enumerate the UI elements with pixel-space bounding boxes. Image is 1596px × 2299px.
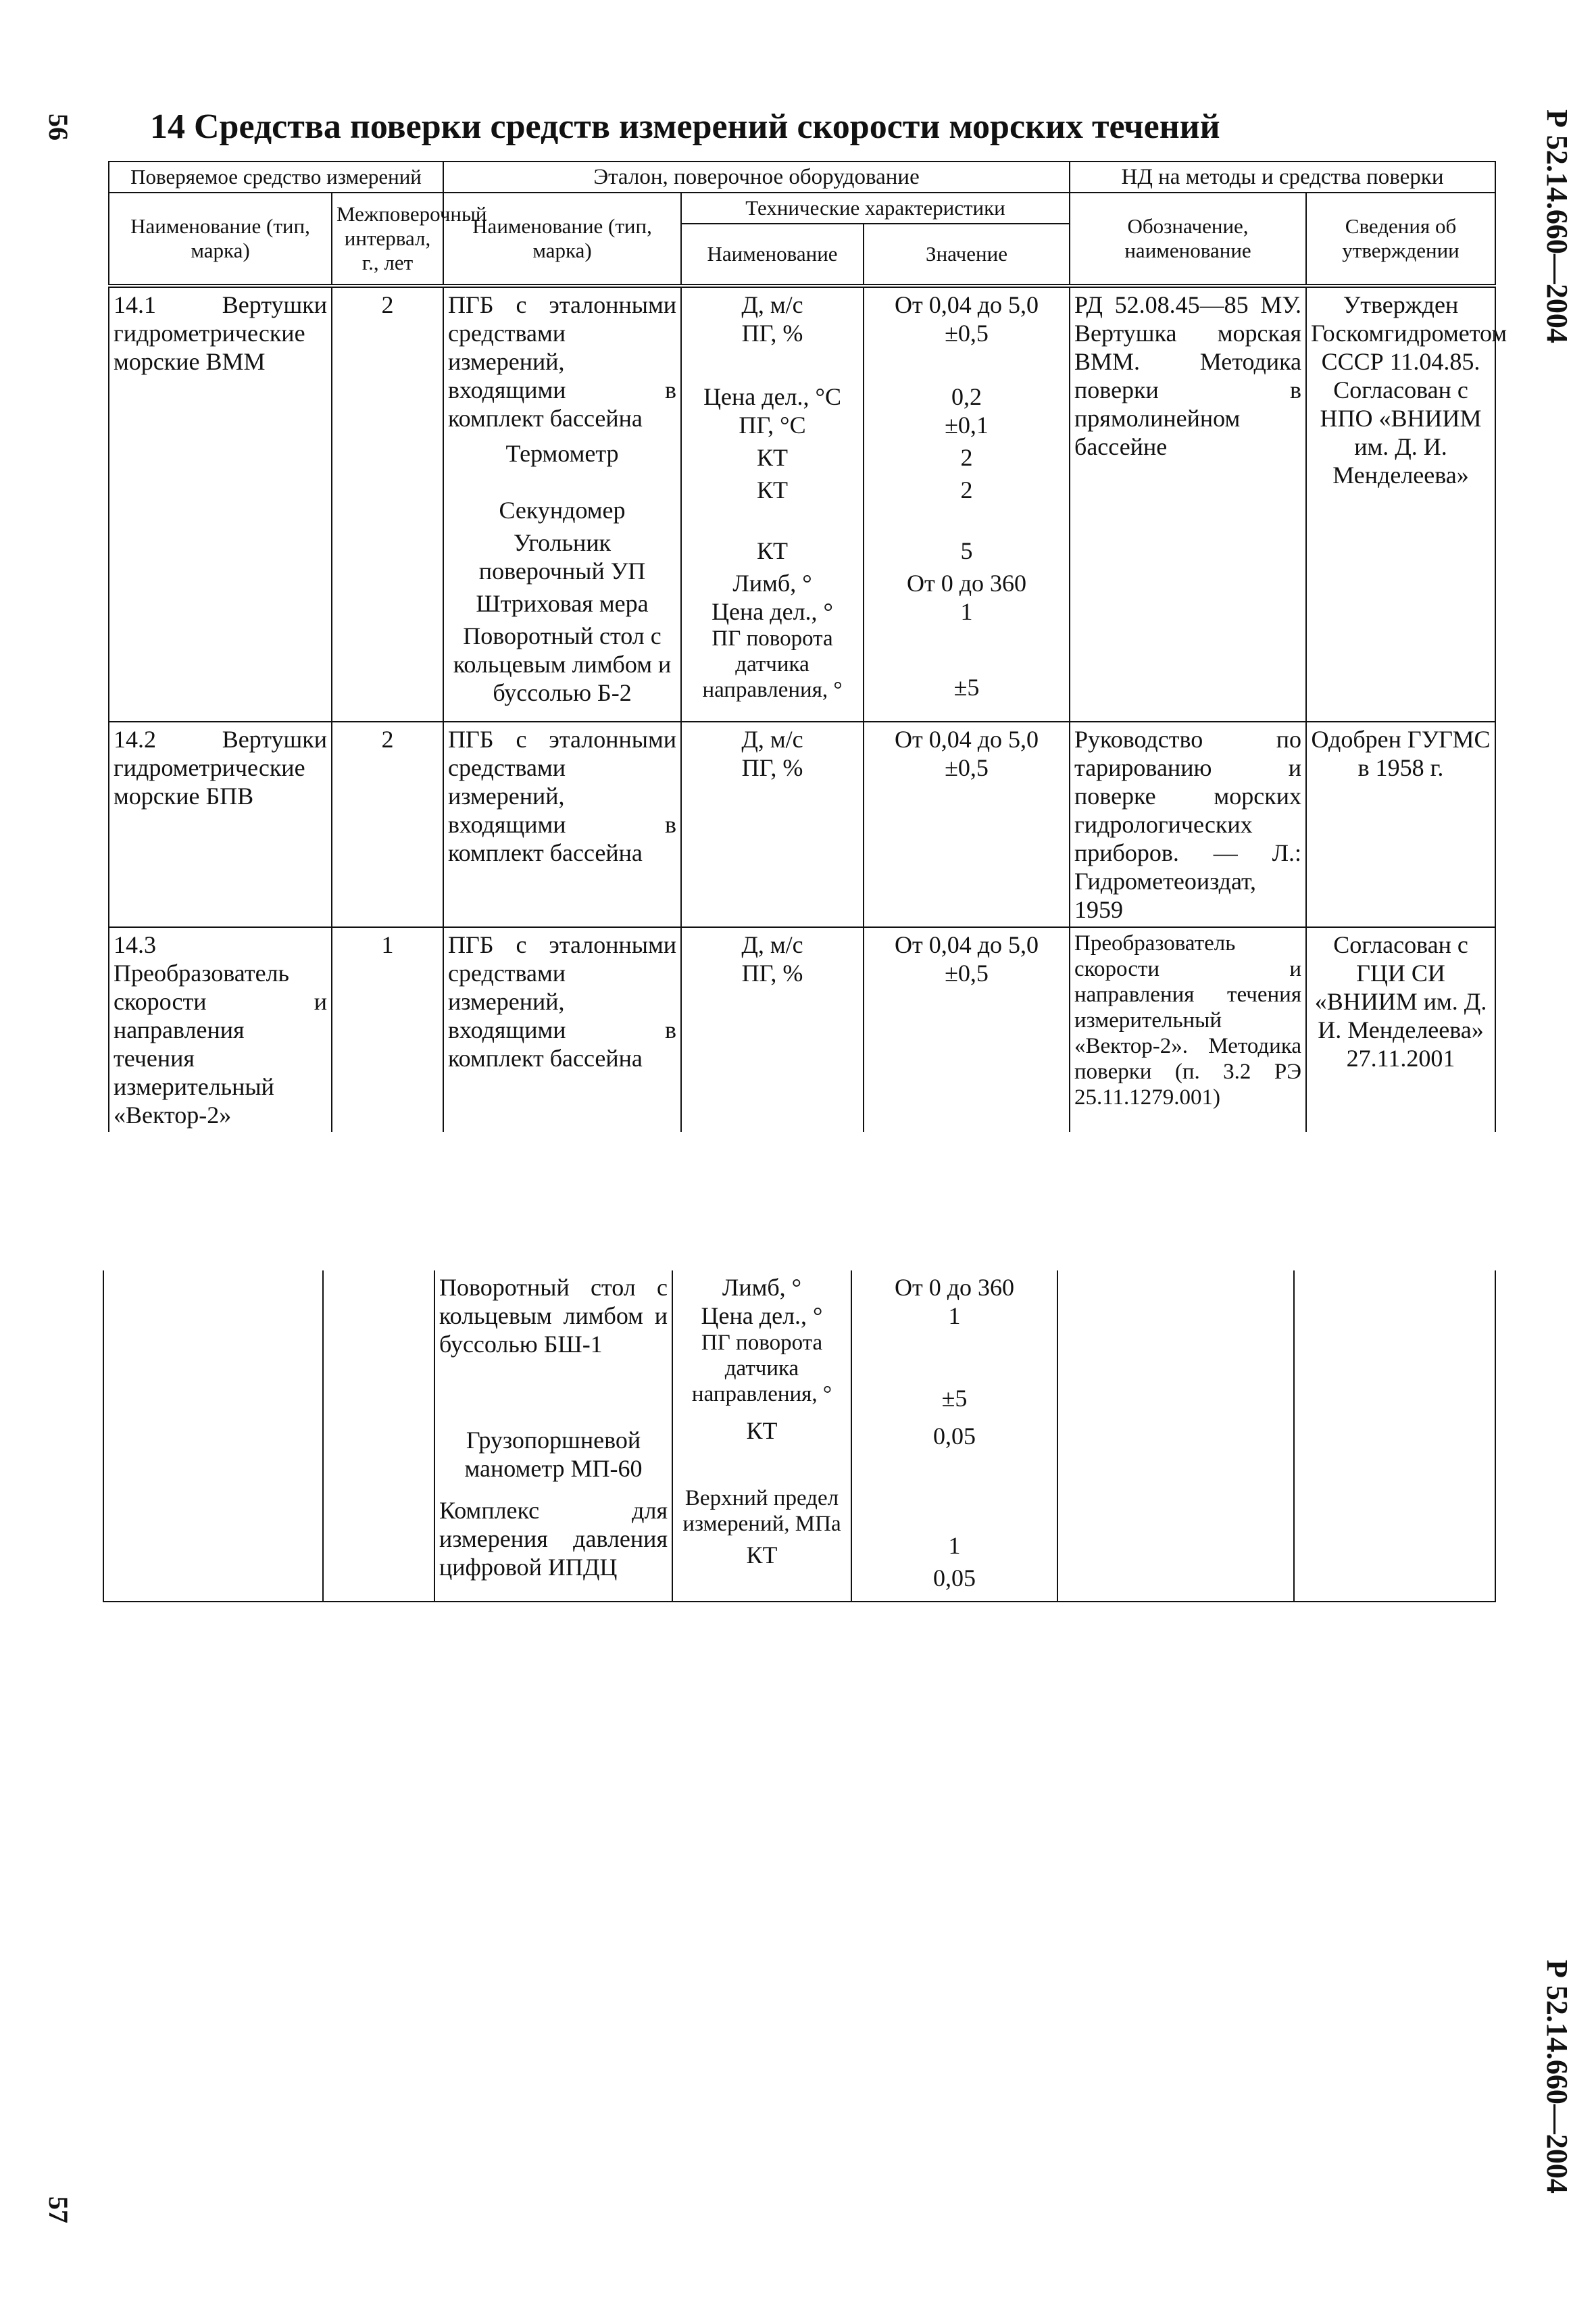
instrument-cell: 14.2 Вертушки гидрометрические морские БПВ [109,722,332,927]
equipment-item: Секундомер [499,497,626,524]
right-page-number: 57 [43,2196,74,2223]
param-cell [681,927,864,1132]
equipment-item: Грузопоршневой манометр МП-60 [464,1427,643,1482]
value-cell [851,1270,1057,1602]
param: КТ [746,1541,778,1568]
value: 0,2 [951,383,982,410]
instrument-cell: 14.1 Вертушки гидрометрические морские ВММ [109,286,332,722]
value: 1 [960,598,973,625]
param: КТ [746,1417,778,1444]
param: КТ [757,476,789,503]
equipment-cell: ПГБ с эталонными средствами измерений, входящими в комплект бассейна [443,722,681,927]
value: 1 [948,1302,961,1329]
equipment-cell [443,286,681,722]
approval-cell: Согласован с ГЦИ СИ «ВНИИМ им. Д. И. Менделеева» 27.11.2001 [1306,927,1495,1132]
interval-cell: 2 [332,286,443,722]
param-cell [681,722,864,927]
value: ±5 [953,674,980,701]
param: Д, м/с [741,931,803,958]
page-title: 14 Средства поверки средств измерений скорости морских течений [150,107,1220,146]
approval-cell: Одобрен ГУГМС в 1958 г. [1306,722,1495,927]
value: 1 [948,1532,961,1559]
approval-cell: Утвержден Госкомгидрометом СССР 11.04.85. Согласован с НПО «ВНИИМ им. Д. И. Менделеева» [1306,286,1495,722]
param: Лимб, ° [722,1274,802,1301]
continuation-table [103,1270,1496,1602]
equipment-item: Термометр [505,440,619,467]
value: От 0 до 360 [894,1274,1015,1301]
param: КТ [757,444,789,471]
param: Д, м/с [741,726,803,753]
param: ПГ, % [741,754,803,781]
param: ПГ, % [741,320,803,347]
value-cell [864,927,1070,1132]
value-cell [864,286,1070,722]
designation-cell: Руководство по тарированию и поверке морских гидрологических приборов. — Л.: Гидрометеоиздат, 1959 [1070,722,1306,927]
designation-cell [1057,1270,1294,1602]
header-row [109,162,1495,193]
equipment-item: Штриховая мера [476,590,649,617]
table-row [109,286,1495,722]
interval-cell [323,1270,434,1602]
value: 0,05 [933,1564,976,1591]
value: ±0,1 [945,412,989,439]
param: ПГ, °С [739,412,806,439]
designation-cell: РД 52.08.45—85 МУ. Вертушка морская ВММ. Методика поверки в прямолинейном бассейне [1070,286,1306,722]
instrument-cell: 14.3 Преобразователь скорости и направления течения измерительный «Вектор-2» [109,927,332,1132]
table-row [109,722,1495,927]
instrument-cell [103,1270,323,1602]
equipment-item: ПГБ с эталонными средствами измерений, входящими в комплект бассейна [448,291,677,432]
value: ±0,5 [945,754,989,781]
header-tech: Технические характеристики [681,193,1070,224]
value: ±5 [941,1385,968,1412]
header-interval: Межповерочный интервал, г., лет [332,193,443,286]
header-row [109,193,1495,224]
value: 0,05 [933,1423,976,1450]
designation-cell: Преобразователь скорости и направления течения измерительный «Вектор-2». Методика поверки (п. 3.2 РЭ 25.11.1279.001) [1070,927,1306,1132]
header-tech-value: Значение [864,224,1070,286]
header-nd: НД на методы и средства поверки [1070,162,1495,193]
value: От 0,04 до 5,0 [894,291,1039,318]
interval-cell: 1 [332,927,443,1132]
header-designation: Обозначение, наименование [1070,193,1306,286]
running-header: Р 52.14.660—2004 [1541,1960,1574,2194]
header-verified-instrument: Поверяемое средство измерений [109,162,443,193]
value: 2 [960,476,973,503]
param: Цена дел., °С [703,383,841,410]
table-row [109,927,1495,1132]
header-std-name: Наименование (тип, марка) [443,193,681,286]
left-page-number: 56 [43,114,74,141]
equipment-cell [434,1270,672,1602]
param: ПГ поворота датчика направления, ° [702,626,843,702]
equipment-item: Поворотный стол с кольцевым лимбом и буссолью БШ-1 [439,1274,668,1358]
param: ПГ, % [741,960,803,987]
value: 5 [960,537,973,564]
param-cell [672,1270,851,1602]
verification-table [108,161,1507,1132]
equipment-item: Комплекс для измерения давления цифровой ИПДЦ [439,1497,668,1581]
header-approval: Сведения об утверждении [1306,193,1495,286]
value: От 0 до 360 [906,570,1027,597]
param-cell [681,286,864,722]
param: Д, м/с [741,291,803,318]
value: ±0,5 [945,960,989,987]
param: КТ [757,537,789,564]
approval-cell [1294,1270,1495,1602]
value: ±0,5 [945,320,989,347]
value: От 0,04 до 5,0 [894,931,1039,958]
header-name-type: Наименование (тип, марка) [109,193,332,286]
param: ПГ поворота датчика направления, ° [691,1331,832,1406]
param: Верхний предел измерений, МПа [682,1486,841,1536]
header-tech-name: Наименование [681,224,864,286]
value-cell [864,722,1070,927]
running-header: Р 52.14.660—2004 [1541,109,1574,343]
value: 2 [960,444,973,471]
table-row [103,1270,1495,1602]
interval-cell: 2 [332,722,443,927]
header-standard-equipment: Эталон, поверочное оборудование [443,162,1070,193]
equipment-cell: ПГБ с эталонными средствами измерений, входящими в комплект бассейна [443,927,681,1132]
param: Цена дел., ° [712,598,833,625]
value: От 0,04 до 5,0 [894,726,1039,753]
equipment-item: Угольник поверочный УП [478,529,646,585]
param: Лимб, ° [732,570,812,597]
equipment-item: Поворотный стол с кольцевым лимбом и буссолью Б-2 [453,622,672,706]
param: Цена дел., ° [701,1302,823,1329]
